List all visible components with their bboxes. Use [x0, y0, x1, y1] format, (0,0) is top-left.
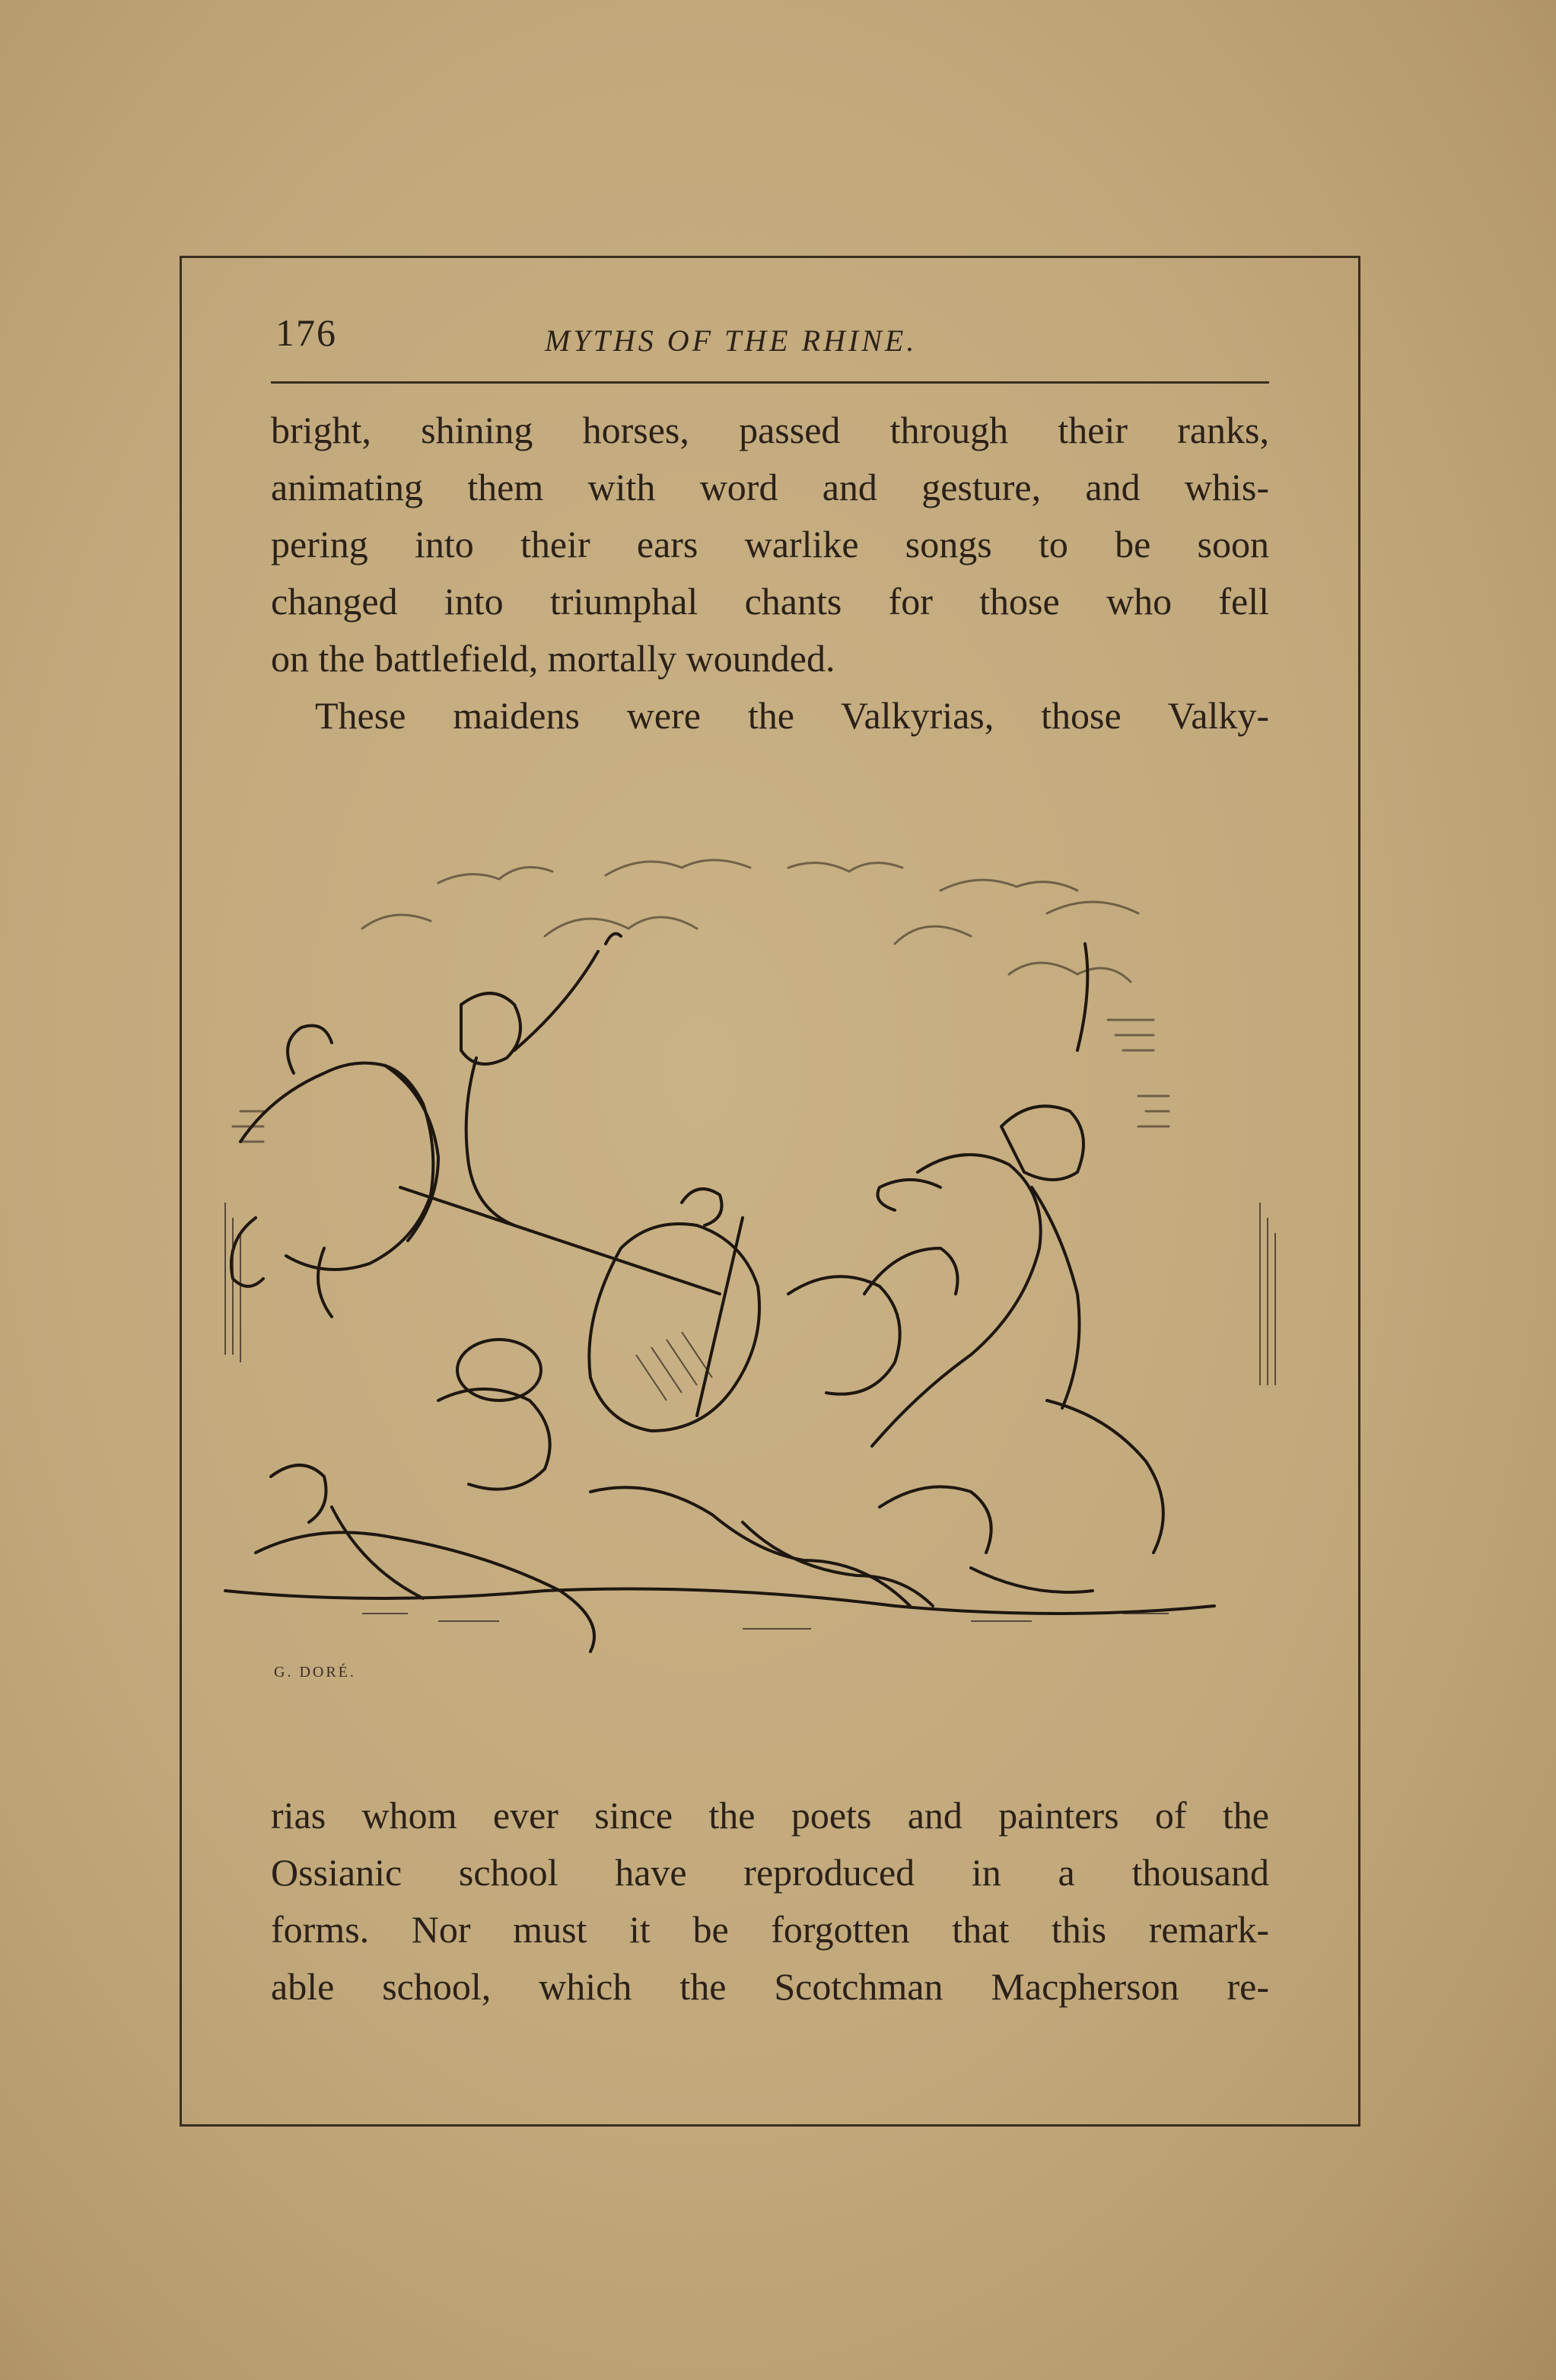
text-line: changed into triumphal chants for those who fell — [271, 580, 1269, 623]
text-line: on the battlefield, mortally wounded. — [271, 637, 835, 680]
text-line: able school, which the Scotchman Macpherson re- — [271, 1965, 1269, 2008]
running-head — [271, 307, 1269, 384]
text-line: pering into their ears warlike songs to be soon — [271, 523, 1269, 566]
page-number: 176 — [275, 311, 337, 354]
text-line: These maidens were the Valkyrias, those Valky- — [315, 694, 1269, 737]
valkyrie-battle-engraving — [210, 822, 1336, 1697]
running-title: MYTHS OF THE RHINE. — [545, 323, 918, 358]
text-line: rias whom ever since the poets and painters of the — [271, 1794, 1269, 1837]
body-text-top — [271, 402, 1269, 744]
text-line: bright, shining horses, passed through their ranks, — [271, 409, 1269, 451]
text-line: Ossianic school have reproduced in a thousand — [271, 1851, 1269, 1894]
text-line: animating them with word and gesture, and whis- — [271, 466, 1269, 508]
engraver-signature: G. DORÉ. — [274, 1664, 356, 1681]
text-line: forms. Nor must it be forgotten that this remark- — [271, 1908, 1269, 1951]
body-text-bottom — [271, 1787, 1269, 2015]
